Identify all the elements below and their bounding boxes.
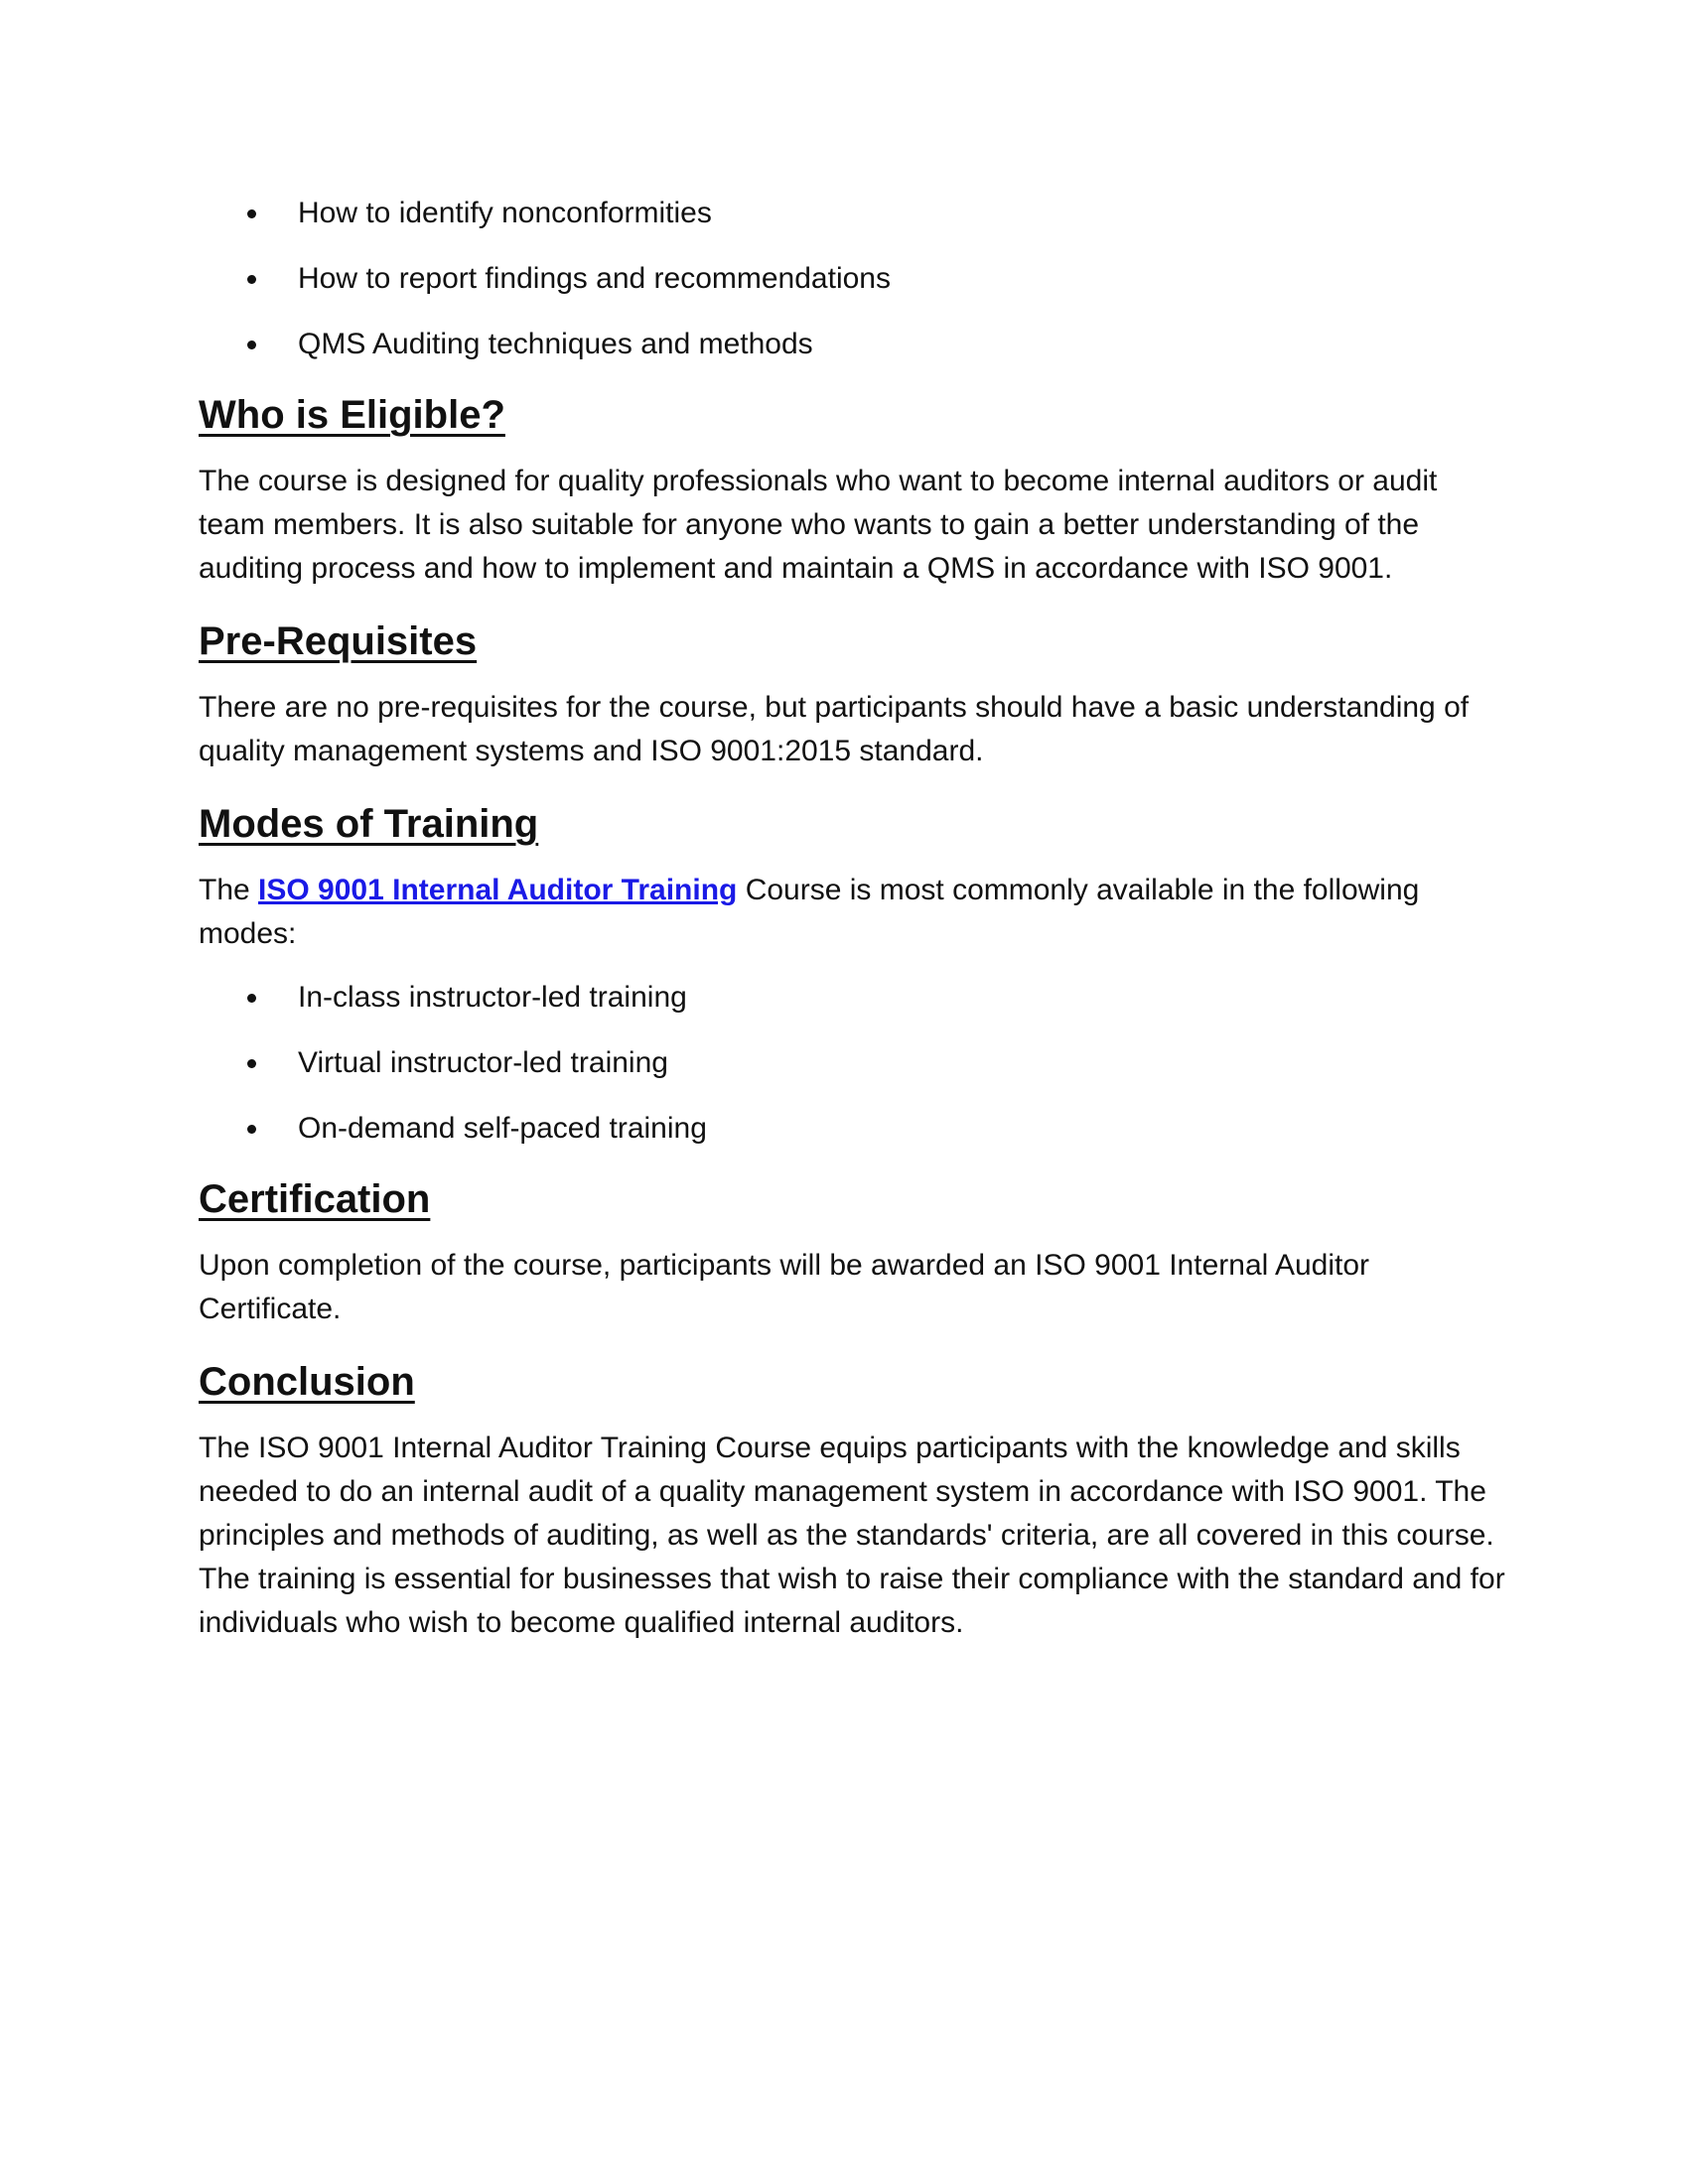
learning-outcomes-list bbox=[199, 194, 1509, 364]
certification-paragraph: Upon completion of the course, participants will be awarded an ISO 9001 Internal Auditor Certificate. bbox=[199, 1249, 1370, 1325]
bullet-icon bbox=[247, 1125, 256, 1134]
iso-9001-training-link[interactable]: ISO 9001 Internal Auditor Training bbox=[258, 874, 738, 906]
modes-intro-before: The bbox=[199, 874, 259, 906]
heading-who-is-eligible: Who is Eligible? bbox=[199, 393, 505, 437]
list-item-text: On-demand self-paced training bbox=[298, 1112, 707, 1145]
list-item-text: How to report findings and recommendations bbox=[298, 262, 891, 295]
list-item bbox=[199, 259, 1509, 299]
list-item-text: Virtual instructor-led training bbox=[298, 1046, 668, 1079]
modes-intro-paragraph bbox=[199, 869, 1509, 956]
bullet-icon bbox=[247, 994, 256, 1003]
list-item bbox=[199, 1043, 1509, 1083]
heading-conclusion: Conclusion bbox=[199, 1360, 415, 1404]
heading-modes-of-training: Modes of Training bbox=[199, 802, 539, 846]
list-item bbox=[199, 325, 1509, 364]
list-item-text: QMS Auditing techniques and methods bbox=[298, 328, 813, 360]
list-item bbox=[199, 194, 1509, 233]
prerequisites-paragraph: There are no pre-requisites for the course, but participants should have a basic understanding of quality management systems and ISO 9001:2015 standard. bbox=[199, 691, 1470, 767]
training-modes-list bbox=[199, 978, 1509, 1149]
conclusion-paragraph: The ISO 9001 Internal Auditor Training Course equips participants with the knowledge and skills needed to do an internal audit of a quality management system in accordance with ISO 9001. The principles and methods of auditing, as well as the standards' criteria, are all covered in this course. The training is essential for businesses that wish to raise their compliance with the standard and for individuals who wish to become qualified internal auditors. bbox=[199, 1432, 1505, 1639]
list-item-text: In-class instructor-led training bbox=[298, 981, 687, 1014]
eligible-paragraph: The course is designed for quality professionals who want to become internal auditors or audit team members. It is also suitable for anyone who wants to gain a better understanding of the auditing process and how to implement and maintain a QMS in accordance with ISO 9001. bbox=[199, 465, 1438, 585]
document-page bbox=[199, 194, 1509, 1645]
bullet-icon bbox=[247, 1059, 256, 1068]
modes-intro-after: Course is most commonly available in the following modes: bbox=[199, 874, 1420, 950]
bullet-icon bbox=[247, 341, 256, 349]
bullet-icon bbox=[247, 275, 256, 284]
heading-pre-requisites: Pre-Requisites bbox=[199, 619, 478, 663]
list-item bbox=[199, 978, 1509, 1018]
heading-certification: Certification bbox=[199, 1177, 431, 1221]
bullet-icon bbox=[247, 209, 256, 218]
list-item bbox=[199, 1109, 1509, 1149]
list-item-text: How to identify nonconformities bbox=[298, 197, 712, 229]
